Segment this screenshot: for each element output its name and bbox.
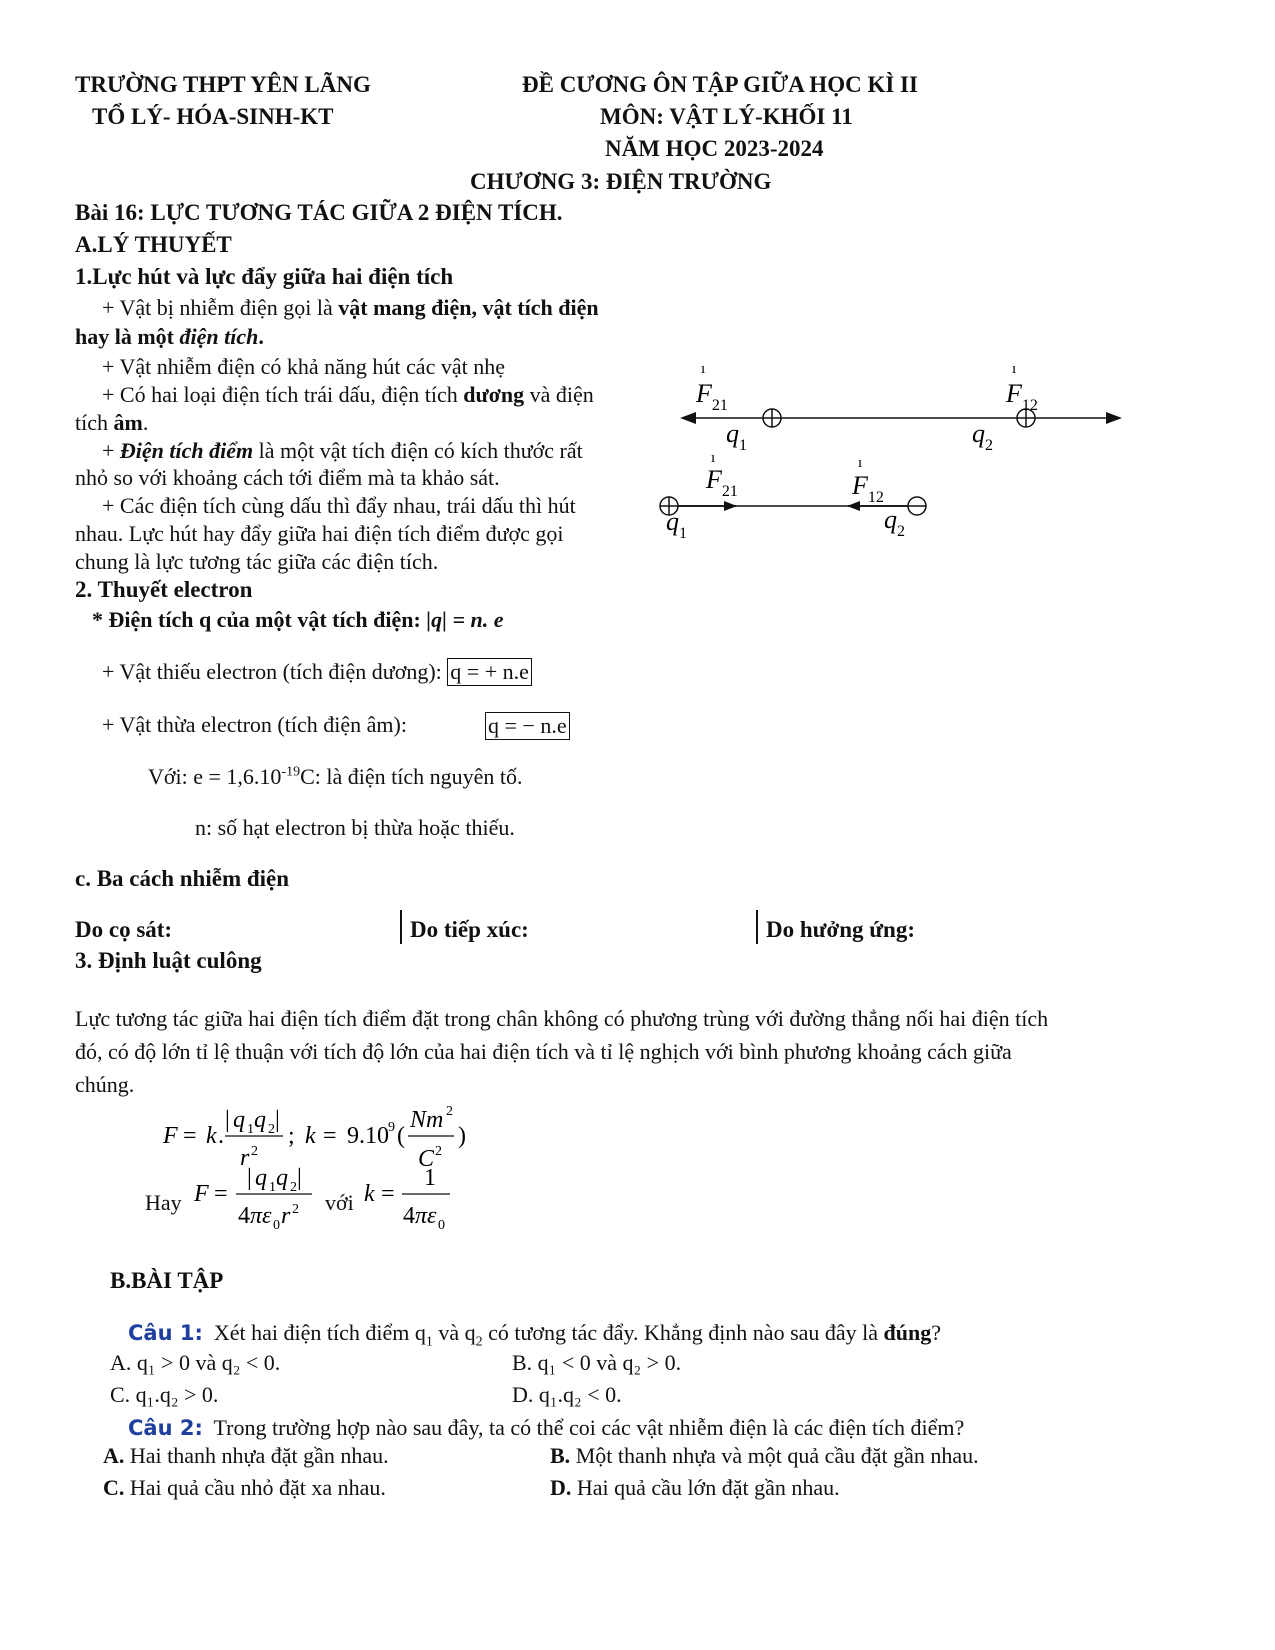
school-name: TRƯỜNG THPT YÊN LÃNG — [75, 72, 371, 97]
s1-para5-line1: + Các điện tích cùng dấu thì đẩy nhau, trái dấu thì hút — [102, 493, 576, 518]
svg-text:F: F — [163, 1123, 178, 1149]
method-contact: Do tiếp xúc: — [410, 917, 529, 942]
svg-text:1: 1 — [247, 1122, 254, 1137]
s1-para3-line2: tích âm. — [75, 410, 149, 435]
label-q2-top: $q_2$ — [972, 419, 993, 454]
svg-text:ı: ı — [1012, 361, 1017, 377]
chapter-title: CHƯƠNG 3: ĐIỆN TRƯỜNG — [470, 169, 772, 194]
svg-text:q: q — [276, 1165, 288, 1191]
svg-text:ı: ı — [711, 450, 716, 466]
method-friction: Do cọ sát: — [75, 917, 173, 942]
lesson-title: Bài 16: LỰC TƯƠNG TÁC GIỮA 2 ĐIỆN TÍCH. — [75, 200, 563, 225]
part-a-heading: A.LÝ THUYẾT — [75, 232, 232, 257]
svg-text:2: 2 — [251, 1144, 258, 1159]
svg-text:2: 2 — [290, 1180, 297, 1195]
svg-text:πε: πε — [415, 1203, 437, 1229]
column-divider-2 — [756, 910, 758, 944]
missing-electron-formula-box: q = + n.e — [447, 658, 532, 686]
svg-text:): ) — [458, 1123, 466, 1149]
voi-label: với — [325, 1190, 354, 1215]
method-induction: Do hưởng ứng: — [766, 917, 915, 942]
s1-para1-line1: + Vật bị nhiễm điện gọi là vật mang điện, vật tích điện — [102, 295, 599, 320]
elementary-charge-definition: Với: $e = 1,6.10^{-19}C$: là điện tích nguyên tố. — [148, 764, 523, 789]
svg-text:2: 2 — [292, 1202, 299, 1217]
label-f12-top: $F_{12}$ — [1006, 379, 1038, 414]
arrow-right-icon — [1106, 412, 1122, 424]
svg-text:Nm: Nm — [410, 1107, 444, 1133]
svg-text:4: 4 — [403, 1203, 415, 1229]
arrow-f21-bottom-icon — [724, 501, 737, 511]
label-q2-bottom: $q_2$ — [884, 505, 905, 540]
column-divider-1 — [400, 910, 402, 944]
charging-methods-heading: c. Ba cách nhiễm điện — [75, 866, 290, 891]
missing-electron-line: + Vật thiếu electron (tích điện dương): q = + n.e — [102, 658, 532, 686]
svg-text:q: q — [254, 1107, 266, 1133]
excess-electron-formula-box: q = − n.e — [485, 712, 570, 740]
svg-text:q: q — [255, 1165, 267, 1191]
s1-para4-line1: + Điện tích điểm là một vật tích điện có kích thước rất — [102, 438, 583, 463]
svg-text:4: 4 — [238, 1203, 250, 1229]
svg-text:0: 0 — [273, 1218, 280, 1233]
svg-text:2: 2 — [435, 1144, 442, 1159]
n-definition: n: số hạt electron bị thừa hoặc thiếu. — [195, 815, 515, 840]
svg-text:r: r — [281, 1203, 291, 1229]
svg-text:9: 9 — [388, 1120, 395, 1135]
part-b-heading: B.BÀI TẬP — [110, 1268, 224, 1293]
arrow-f12-bottom-icon — [847, 501, 860, 511]
svg-text:2: 2 — [446, 1104, 453, 1119]
force-diagram — [666, 361, 1125, 570]
document-title: ĐỀ CƯƠNG ÔN TẬP GIỮA HỌC KÌ II — [522, 72, 918, 97]
coulomb-law-text: Lực tương tác giữa hai điện tích điểm đặt trong chân không có phương trùng với đường thẳng nối hai điện tích đó, có độ lớn tỉ lệ thuận với tích độ lớn của hai điện tích và tỉ lệ nghịch với bình phương khoảng cách giữa chúng. — [75, 1006, 1049, 1097]
svg-text:=: = — [323, 1123, 337, 1149]
svg-text:k: k — [206, 1123, 217, 1149]
s1-para1-line2: hay là một điện tích. — [75, 324, 264, 349]
svg-text:|: | — [247, 1165, 252, 1191]
question-1-label: Câu 1: — [128, 1321, 203, 1345]
department-name: TỔ LÝ- HÓA-SINH-KT — [92, 104, 334, 129]
svg-text:=: = — [214, 1181, 228, 1207]
svg-text:k: k — [364, 1181, 375, 1207]
section-1-heading: 1.Lực hút và lực đẩy giữa hai điện tích — [75, 264, 454, 289]
svg-text:=: = — [381, 1181, 395, 1207]
svg-text:;: ; — [288, 1123, 295, 1149]
q1-option-d[interactable]: D. q₁.q₂ < 0. — [512, 1382, 622, 1407]
s1-para3-line1: + Có hai loại điện tích trái dấu, điện tích dương và điện — [102, 382, 594, 407]
svg-text:9.10: 9.10 — [347, 1123, 389, 1149]
svg-text:q: q — [233, 1107, 245, 1133]
q1-option-c[interactable]: C. q₁.q₂ > 0. — [110, 1382, 219, 1407]
section-2-heading: 2. Thuyết electron — [75, 577, 253, 602]
svg-text:|: | — [297, 1165, 302, 1191]
q1-option-b[interactable]: B. q₁ < 0 và q₂ > 0. — [512, 1350, 682, 1375]
svg-text:1: 1 — [424, 1165, 436, 1191]
svg-text:1: 1 — [269, 1180, 276, 1195]
svg-text:ı: ı — [701, 361, 706, 377]
svg-text:0: 0 — [438, 1218, 445, 1233]
s1-para5-line2: nhau. Lực hút hay đẩy giữa hai điện tích điểm được gọi — [75, 521, 564, 546]
charge-formula: * Điện tích q của một vật tích điện: |q| = n. e — [92, 607, 504, 632]
s1-para2: + Vật nhiễm điện có khả năng hút các vật nhẹ — [102, 354, 505, 379]
subject-line: MÔN: VẬT LÝ-KHỐI 11 — [600, 104, 853, 129]
s1-para5-line3: chung là lực tương tác giữa các điện tích. — [75, 549, 439, 574]
svg-text:ı: ı — [858, 455, 863, 471]
svg-text:C: C — [418, 1146, 435, 1172]
svg-text:(: ( — [397, 1123, 405, 1149]
q1-option-a[interactable]: A. q₁ > 0 và q₂ < 0. — [110, 1350, 281, 1375]
svg-text:πε: πε — [250, 1203, 272, 1229]
svg-text:k: k — [305, 1123, 316, 1149]
svg-text:r: r — [240, 1145, 250, 1171]
section-3-heading: 3. Định luật culông — [75, 948, 262, 973]
svg-text:F: F — [194, 1181, 209, 1207]
svg-text:.: . — [218, 1123, 224, 1149]
svg-text:=: = — [183, 1123, 197, 1149]
q2-option-d[interactable]: D. Hai quả cầu lớn đặt gần nhau. — [550, 1475, 840, 1500]
label-f12-bottom: $F_{12}$ — [852, 471, 884, 506]
label-q1-bottom: $q_1$ — [666, 507, 687, 542]
label-f21-top: $F_{21}$ — [696, 379, 728, 414]
excess-electron-label: + Vật thừa electron (tích điện âm): — [102, 712, 407, 737]
label-q1-top: $q_1$ — [726, 419, 747, 454]
svg-text:|: | — [275, 1107, 280, 1133]
arrow-left-icon — [680, 412, 696, 424]
q2-option-a[interactable]: A. Hai thanh nhựa đặt gần nhau. — [103, 1443, 389, 1468]
q2-option-c[interactable]: C. Hai quả cầu nhỏ đặt xa nhau. — [103, 1475, 386, 1500]
label-f21-bottom: $F_{21}$ — [706, 465, 738, 500]
question-2-label: Câu 2: — [128, 1416, 203, 1440]
question-2: Câu 2: Trong trường hợp nào sau đây, ta có thể coi các vật nhiễm điện là các điện tích điểm? — [128, 1415, 965, 1440]
q2-option-b[interactable]: B. Một thanh nhựa và một quả cầu đặt gần nhau. — [550, 1443, 979, 1468]
svg-text:|: | — [225, 1107, 230, 1133]
hay-label: Hay — [145, 1190, 182, 1215]
svg-text:2: 2 — [268, 1122, 275, 1137]
question-1: Câu 1: Xét hai điện tích điểm $q_1$ và $q_2$ có tương tác đẩy. Khẳng định nào sau đây là đúng? — [128, 1320, 942, 1350]
school-year: NĂM HỌC 2023-2024 — [605, 136, 824, 161]
s1-para4-line2: nhỏ so với khoảng cách tới điểm mà ta khảo sát. — [75, 465, 500, 490]
